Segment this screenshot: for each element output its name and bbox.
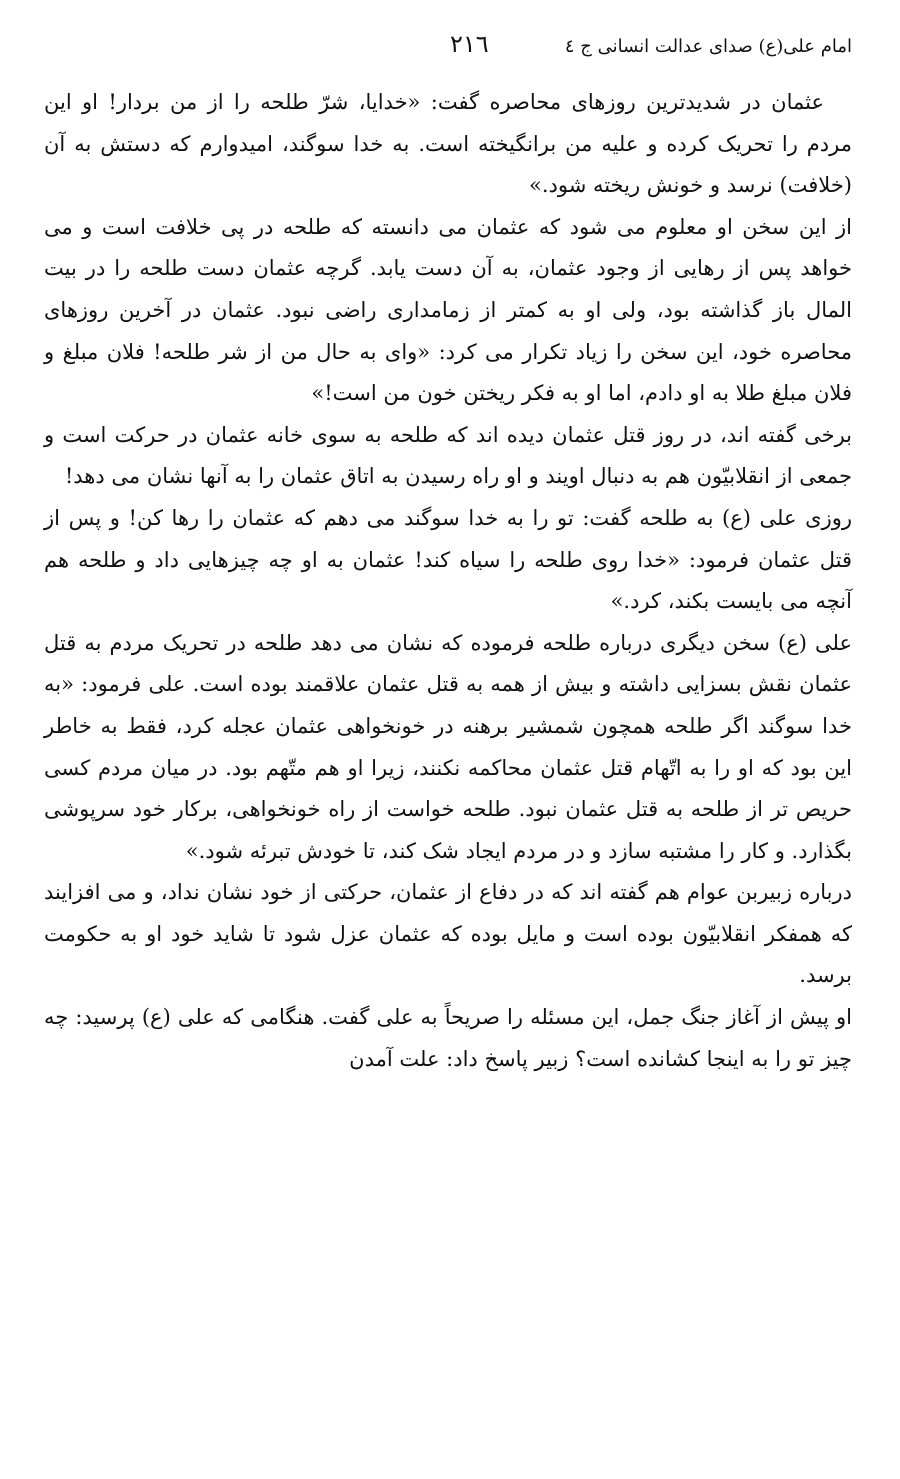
- paragraph-7: او پیش از آغاز جنگ جمل، این مسئله را صریحاً به علی گفت. هنگامی که علی (ع) پرسید: چه چیز تو را به اینجا کشانده است؟ زبیر پاسخ داد: علت آمدن: [44, 1005, 852, 1071]
- paragraph-1: عثمان در شدیدترین روزهای محاصره گفت: «خدایا، شرّ طلحه را از من بردار! او این مردم را تحریک کرده و علیه من برانگیخته است. به خدا سوگند، امیدوارم که دستش به آن (خلافت) نرسد و خونش ریخته شود.»: [44, 90, 852, 198]
- paragraph-6: درباره زبیربن عوام هم گفته اند که در دفاع از عثمان، حرکتی از خود نشان نداد، و می افزایند که همفکر انقلابیّون بوده است و مایل بوده که عثمان عزل شود تا شاید خود او به حکومت برسد.: [44, 880, 852, 988]
- running-header: [40, 30, 852, 70]
- paragraph-2: از این سخن او معلوم می شود که عثمان می دانسته که طلحه در پی خلافت است و می خواهد پس از رهایی از وجود عثمان، به آن دست یابد. گرچه عثمان دست طلحه را در بیت المال باز گذاشته بود، ولی او به کمتر از زمامداری راضی نبود. عثمان در آخرین روزهای محاصره خود، این سخن را زیاد تکرار می کرد: «وای به حال من از شر طلحه! فلان مبلغ و فلان مبلغ طلا به او دادم، اما او به فکر ریختن خون من است!»: [44, 214, 852, 406]
- paragraph-5: علی (ع) سخن دیگری درباره طلحه فرموده که نشان می دهد طلحه در تحریک مردم به قتل عثمان نقش بسزایی داشته و بیش از همه به قتل عثمان علاقمند بوده است. علی فرمود: «به خدا سوگند اگر طلحه همچون شمشیر برهنه در خونخواهی عثمان عجله کرد، فقط به خاطر این بود که او را به اتّهام قتل عثمان محاکمه نکنند، زیرا او هم متّهم بود. در میان مردم کسی حریص تر از طلحه به قتل عثمان نبود. طلحه خواست از راه خونخواهی، برکار خود سرپوشی بگذارد. و کار را مشتبه سازد و در مردم ایجاد شک کند، تا خودش تبرئه شود.»: [44, 630, 852, 863]
- page-number: ۲۱٦: [450, 30, 489, 58]
- paragraph-3: برخی گفته اند، در روز قتل عثمان دیده اند که طلحه به سوی خانه عثمان در حرکت است و جمعی از انقلابیّون هم به دنبال اویند و او راه رسیدن به اتاق عثمان را به آنها نشان می دهد!: [44, 422, 852, 489]
- running-title: امام علی(ع) صدای عدالت انسانی ج ٤: [564, 36, 852, 57]
- paragraph-4: روزی علی (ع) به طلحه گفت: تو را به خدا سوگند می دهم که عثمان را رها کن! و پس از قتل عثمان فرمود: «خدا روی طلحه را سیاه کند! عثمان به او چه چیزهایی داد و طلحه هم آنچه می بایست بکند، کرد.»: [44, 505, 852, 614]
- body-text: [44, 82, 852, 1080]
